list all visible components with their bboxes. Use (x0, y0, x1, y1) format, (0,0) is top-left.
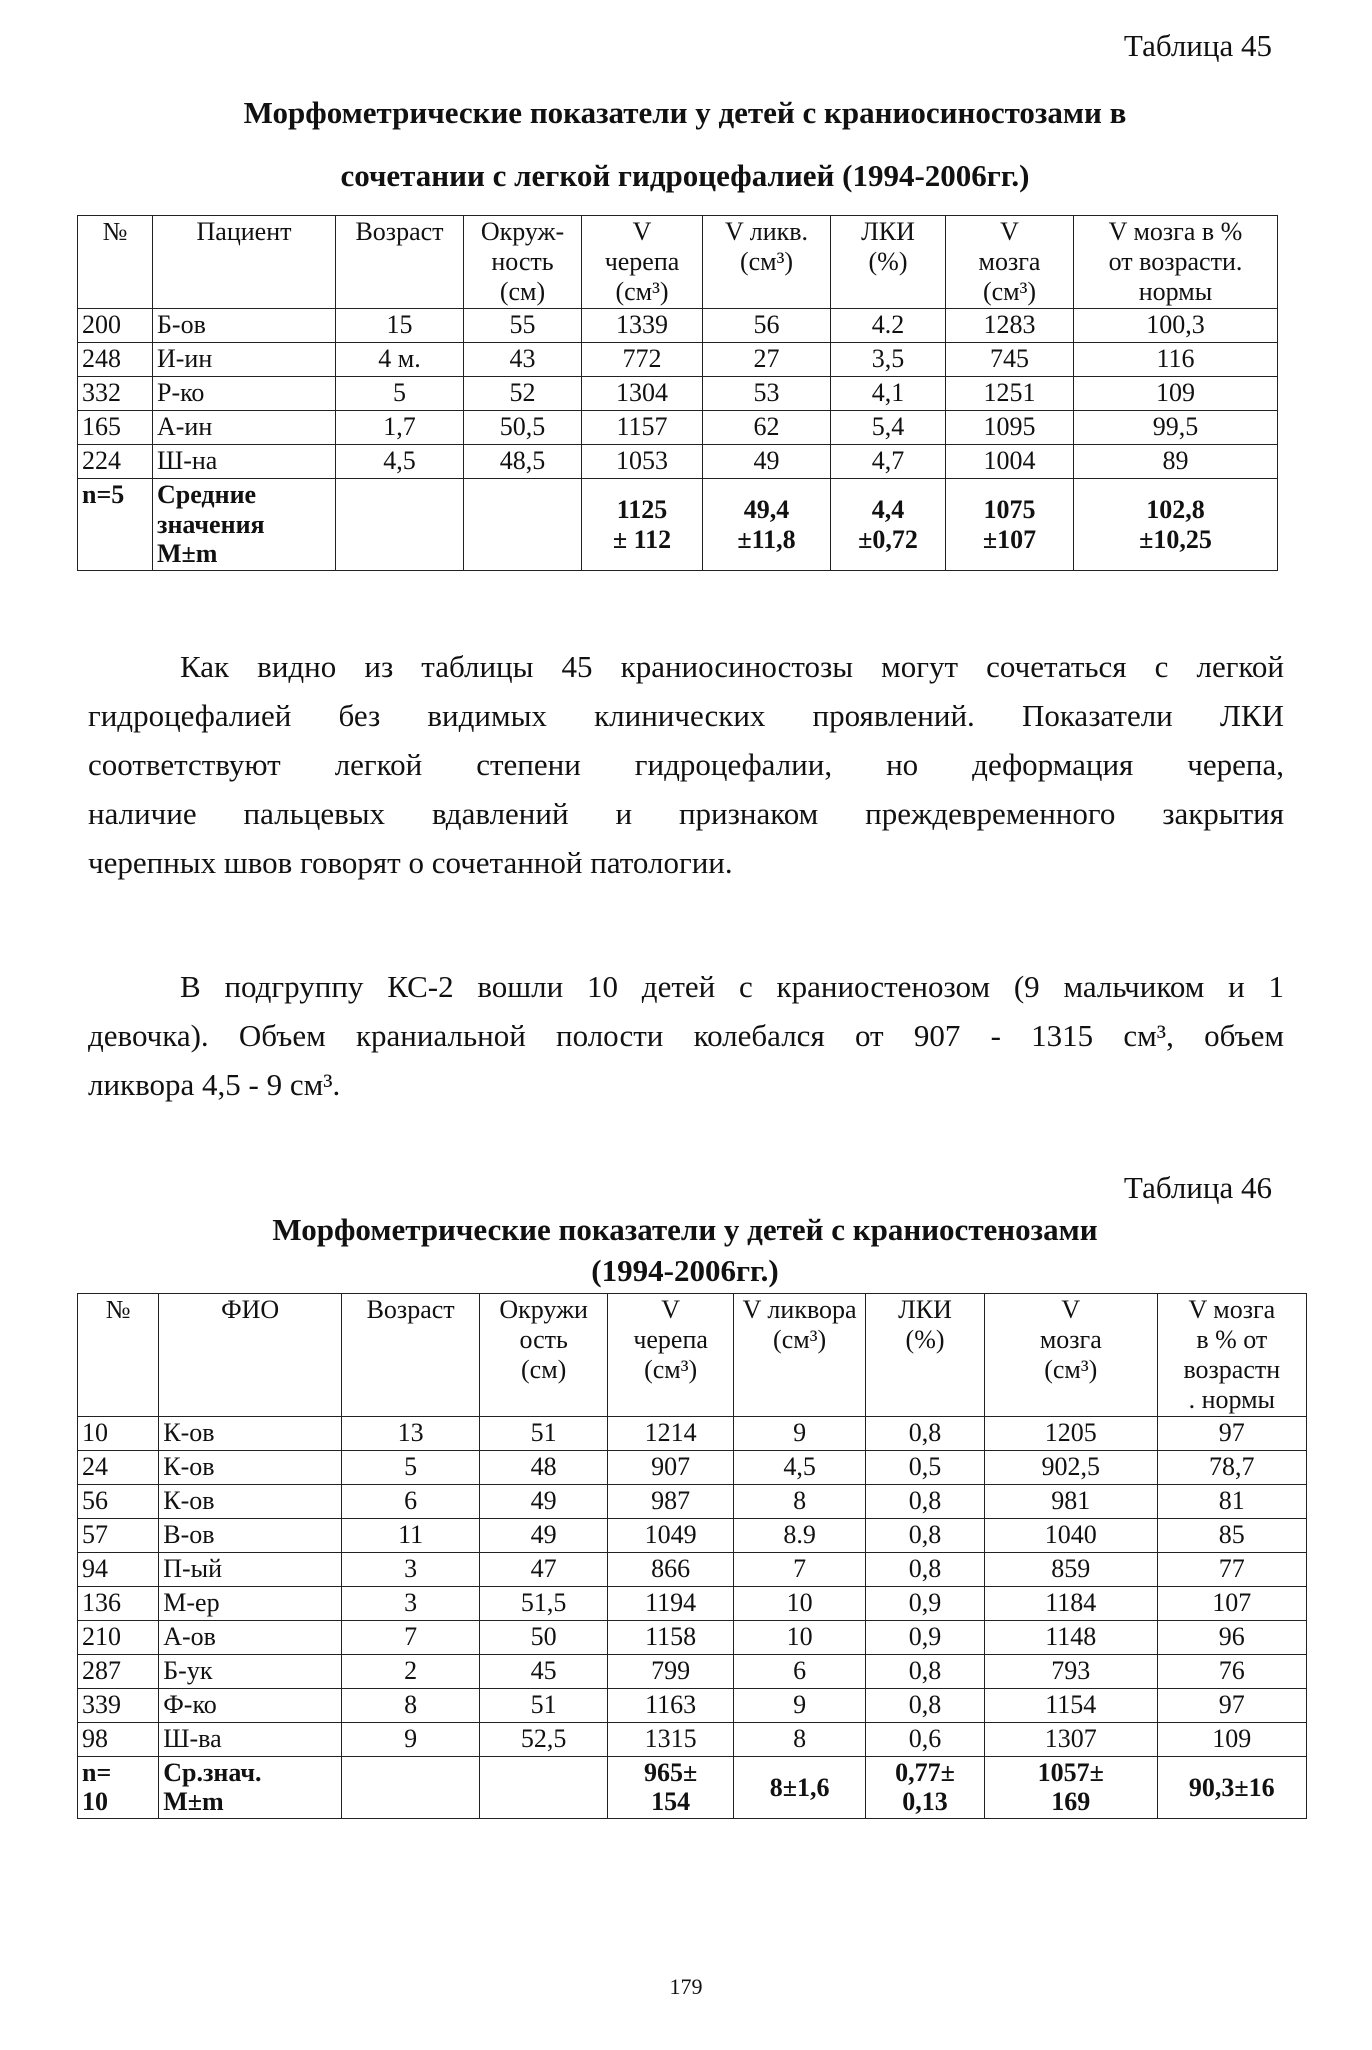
table-cell: 5 (336, 376, 464, 410)
table-cell: 745 (946, 342, 1074, 376)
summary-row (78, 478, 1278, 571)
paragraph-line: девочка). Объем краниальной полости колебался от 907 - 1315 см³, объем (88, 1018, 1284, 1053)
table-cell: 107 (1157, 1586, 1306, 1620)
table-cell: 57 (78, 1518, 159, 1552)
table-cell: 8 (342, 1688, 480, 1722)
table-cell: 4,7 (831, 444, 946, 478)
table-cell: 772 (582, 342, 703, 376)
column-header: № (78, 1294, 159, 1417)
table-cell: 76 (1157, 1654, 1306, 1688)
table-cell: 48,5 (464, 444, 582, 478)
table-cell: 55 (464, 308, 582, 342)
table-cell: 50,5 (464, 410, 582, 444)
table-cell: К-ов (159, 1416, 342, 1450)
table-cell: 1158 (608, 1620, 734, 1654)
table-cell: 62 (703, 410, 831, 444)
table-cell: 4,5 (336, 444, 464, 478)
column-header: ЛКИ (%) (866, 1294, 985, 1417)
table-cell: 9 (734, 1416, 866, 1450)
table-cell: 45 (480, 1654, 608, 1688)
column-header: V черепа (см³) (582, 216, 703, 309)
table-cell: 77 (1157, 1552, 1306, 1586)
table-cell: 50 (480, 1620, 608, 1654)
column-header: Пациент (153, 216, 336, 309)
table-cell: 10 (734, 1586, 866, 1620)
column-header: Возраст (336, 216, 464, 309)
table-cell: 0,8 (866, 1518, 985, 1552)
table45-caption: Таблица 45 (1123, 28, 1272, 63)
column-header: № (78, 216, 153, 309)
table-cell: 1040 (984, 1518, 1157, 1552)
table-cell: 8.9 (734, 1518, 866, 1552)
column-header: V мозга (см³) (946, 216, 1074, 309)
summary-cell: 90,3±16 (1157, 1756, 1306, 1819)
table-cell: 97 (1157, 1416, 1306, 1450)
table-cell: 3 (342, 1586, 480, 1620)
summary-cell: Средние значения M±m (153, 478, 336, 571)
table-row (78, 1586, 1307, 1620)
paragraph-line: черепных швов говорят о сочетанной патологии. (88, 845, 733, 880)
table-cell: В-ов (159, 1518, 342, 1552)
table-cell: 287 (78, 1654, 159, 1688)
summary-cell (480, 1756, 608, 1819)
table-cell: 3,5 (831, 342, 946, 376)
table-cell: А-ов (159, 1620, 342, 1654)
table-cell: 9 (342, 1722, 480, 1756)
table-cell: 1283 (946, 308, 1074, 342)
summary-cell: 0,77± 0,13 (866, 1756, 985, 1819)
summary-cell: 49,4 ±11,8 (703, 478, 831, 571)
table-cell: 8 (734, 1722, 866, 1756)
table-cell: Ш-ва (159, 1722, 342, 1756)
column-header: V черепа (см³) (608, 1294, 734, 1417)
summary-cell: 4,4 ±0,72 (831, 478, 946, 571)
table-cell: 224 (78, 444, 153, 478)
table-cell: Б-ов (153, 308, 336, 342)
table-cell: 1154 (984, 1688, 1157, 1722)
table-cell: 1307 (984, 1722, 1157, 1756)
table-cell: Ш-на (153, 444, 336, 478)
summary-cell: 102,8 ±10,25 (1074, 478, 1278, 571)
column-header: ФИО (159, 1294, 342, 1417)
column-header: Возраст (342, 1294, 480, 1417)
table-row (78, 1654, 1307, 1688)
table-row (78, 1620, 1307, 1654)
table-cell: 2 (342, 1654, 480, 1688)
table-cell: 99,5 (1074, 410, 1278, 444)
table-cell: 49 (480, 1484, 608, 1518)
table-cell: 1205 (984, 1416, 1157, 1450)
table-cell: 1315 (608, 1722, 734, 1756)
table-cell: 6 (342, 1484, 480, 1518)
summary-cell: 1057± 169 (984, 1756, 1157, 1819)
summary-cell (464, 478, 582, 571)
table-cell: 248 (78, 342, 153, 376)
column-header: Окруж- ность (см) (464, 216, 582, 309)
column-header: V ликвора (см³) (734, 1294, 866, 1417)
table-cell: 1053 (582, 444, 703, 478)
table-cell: 43 (464, 342, 582, 376)
table-cell: 15 (336, 308, 464, 342)
column-header: Окружи ость (см) (480, 1294, 608, 1417)
column-header: V мозга в % от возрастн . нормы (1157, 1294, 1306, 1417)
table-cell: 49 (480, 1518, 608, 1552)
table-row (78, 1518, 1307, 1552)
table-cell: 332 (78, 376, 153, 410)
table-cell: 48 (480, 1450, 608, 1484)
table-cell: 78,7 (1157, 1450, 1306, 1484)
column-header: V ликв. (см³) (703, 216, 831, 309)
table-cell: 5 (342, 1450, 480, 1484)
table-cell: 210 (78, 1620, 159, 1654)
table45-title-line1: Морфометрические показатели у детей с краниосиностозами в (243, 95, 1127, 130)
table-cell: 339 (78, 1688, 159, 1722)
summary-cell: 1125 ± 112 (582, 478, 703, 571)
table-cell: 1163 (608, 1688, 734, 1722)
paragraph-line: В подгруппу КС-2 вошли 10 детей с краниостенозом (9 мальчиком и 1 (180, 969, 1284, 1004)
table-cell: 9 (734, 1688, 866, 1722)
table-cell: 902,5 (984, 1450, 1157, 1484)
table-row (78, 1552, 1307, 1586)
table-cell: 200 (78, 308, 153, 342)
table-cell: 987 (608, 1484, 734, 1518)
table-cell: М-ер (159, 1586, 342, 1620)
table-cell: 1,7 (336, 410, 464, 444)
table-cell: 981 (984, 1484, 1157, 1518)
table-cell: 0,8 (866, 1654, 985, 1688)
table-cell: 51 (480, 1688, 608, 1722)
summary-cell: n= 10 (78, 1756, 159, 1819)
table-cell: 0,5 (866, 1450, 985, 1484)
table-cell: 165 (78, 410, 153, 444)
table45-title-line2: сочетании с легкой гидроцефалией (1994-2006гг.) (340, 158, 1030, 193)
table-cell: 47 (480, 1552, 608, 1586)
table-row (78, 1722, 1307, 1756)
table46-title-line2: (1994-2006гг.) (591, 1253, 779, 1288)
table-row (78, 308, 1278, 342)
table-row (78, 444, 1278, 478)
table-cell: Р-ко (153, 376, 336, 410)
table-cell: 1148 (984, 1620, 1157, 1654)
paragraph-1 (88, 642, 1284, 887)
table-row (78, 376, 1278, 410)
table-row (78, 1688, 1307, 1722)
table-cell: 1184 (984, 1586, 1157, 1620)
table-cell: 116 (1074, 342, 1278, 376)
summary-cell: n=5 (78, 478, 153, 571)
table-cell: 4 м. (336, 342, 464, 376)
table-cell: 94 (78, 1552, 159, 1586)
table-cell: 56 (703, 308, 831, 342)
table-row (78, 1484, 1307, 1518)
table-cell: 0,8 (866, 1688, 985, 1722)
table-cell: 10 (734, 1620, 866, 1654)
summary-cell: 1075 ±107 (946, 478, 1074, 571)
table-cell: 7 (734, 1552, 866, 1586)
page-number: 179 (669, 1974, 703, 1999)
table-cell: К-ов (159, 1450, 342, 1484)
summary-cell: 8±1,6 (734, 1756, 866, 1819)
table-cell: К-ов (159, 1484, 342, 1518)
table-cell: И-ин (153, 342, 336, 376)
table46 (77, 1293, 1307, 1819)
column-header: ЛКИ (%) (831, 216, 946, 309)
table-cell: 96 (1157, 1620, 1306, 1654)
table-cell: 100,3 (1074, 308, 1278, 342)
table45 (77, 215, 1278, 571)
table-cell: 793 (984, 1654, 1157, 1688)
table-cell: 1339 (582, 308, 703, 342)
table46-title-line1: Морфометрические показатели у детей с краниостенозами (272, 1212, 1098, 1247)
table-cell: А-ин (153, 410, 336, 444)
table-cell: 51,5 (480, 1586, 608, 1620)
table-cell: 136 (78, 1586, 159, 1620)
table-row (78, 1450, 1307, 1484)
table-cell: 109 (1157, 1722, 1306, 1756)
table-cell: 0,8 (866, 1552, 985, 1586)
table-cell: 89 (1074, 444, 1278, 478)
table46-caption: Таблица 46 (1123, 1170, 1272, 1205)
table-cell: 52,5 (480, 1722, 608, 1756)
table-header-row (78, 216, 1278, 309)
table-cell: Б-ук (159, 1654, 342, 1688)
table-row (78, 342, 1278, 376)
paragraph-line: ликвора 4,5 - 9 см³. (88, 1067, 341, 1102)
table-cell: 51 (480, 1416, 608, 1450)
paragraph-line: Как видно из таблицы 45 краниосиностозы могут сочетаться с легкой (180, 649, 1284, 684)
summary-cell: Ср.знач. M±m (159, 1756, 342, 1819)
table-cell: 4,1 (831, 376, 946, 410)
paragraph-line: гидроцефалией без видимых клинических проявлений. Показатели ЛКИ (88, 698, 1284, 733)
table-cell: 1214 (608, 1416, 734, 1450)
table-cell: 13 (342, 1416, 480, 1450)
table-cell: 53 (703, 376, 831, 410)
summary-cell (342, 1756, 480, 1819)
table-cell: 7 (342, 1620, 480, 1654)
table-cell: 27 (703, 342, 831, 376)
table-cell: 10 (78, 1416, 159, 1450)
table-header-row (78, 1294, 1307, 1417)
table-cell: 1304 (582, 376, 703, 410)
table-cell: П-ый (159, 1552, 342, 1586)
table-cell: 85 (1157, 1518, 1306, 1552)
table-row (78, 410, 1278, 444)
table-cell: 52 (464, 376, 582, 410)
summary-cell: 965± 154 (608, 1756, 734, 1819)
table-cell: 4,5 (734, 1450, 866, 1484)
table-cell: 1095 (946, 410, 1074, 444)
paragraph-2 (88, 962, 1284, 1109)
table-cell: 97 (1157, 1688, 1306, 1722)
table-cell: 11 (342, 1518, 480, 1552)
table-cell: 1049 (608, 1518, 734, 1552)
table-cell: 0,9 (866, 1586, 985, 1620)
table-cell: 98 (78, 1722, 159, 1756)
table-cell: 24 (78, 1450, 159, 1484)
column-header: V мозга в % от возрасти. нормы (1074, 216, 1278, 309)
paragraph-line: наличие пальцевых вдавлений и признаком преждевременного закрытия (88, 796, 1284, 831)
table-cell: 5,4 (831, 410, 946, 444)
table-cell: 4.2 (831, 308, 946, 342)
table-row (78, 1416, 1307, 1450)
table-cell: 3 (342, 1552, 480, 1586)
table-cell: 1157 (582, 410, 703, 444)
table-cell: 109 (1074, 376, 1278, 410)
table-cell: 1251 (946, 376, 1074, 410)
table-cell: 1194 (608, 1586, 734, 1620)
paragraph-line: соответствуют легкой степени гидроцефалии, но деформация черепа, (88, 747, 1284, 782)
table-cell: 0,9 (866, 1620, 985, 1654)
table-cell: 6 (734, 1654, 866, 1688)
table-cell: 907 (608, 1450, 734, 1484)
table-cell: 1004 (946, 444, 1074, 478)
table-cell: 866 (608, 1552, 734, 1586)
table-cell: 56 (78, 1484, 159, 1518)
table-cell: 0,6 (866, 1722, 985, 1756)
summary-cell (336, 478, 464, 571)
table-cell: Ф-ко (159, 1688, 342, 1722)
table-cell: 859 (984, 1552, 1157, 1586)
summary-row (78, 1756, 1307, 1819)
table-cell: 49 (703, 444, 831, 478)
table-cell: 81 (1157, 1484, 1306, 1518)
table-cell: 0,8 (866, 1484, 985, 1518)
table-cell: 799 (608, 1654, 734, 1688)
table-cell: 8 (734, 1484, 866, 1518)
column-header: V мозга (см³) (984, 1294, 1157, 1417)
table-cell: 0,8 (866, 1416, 985, 1450)
